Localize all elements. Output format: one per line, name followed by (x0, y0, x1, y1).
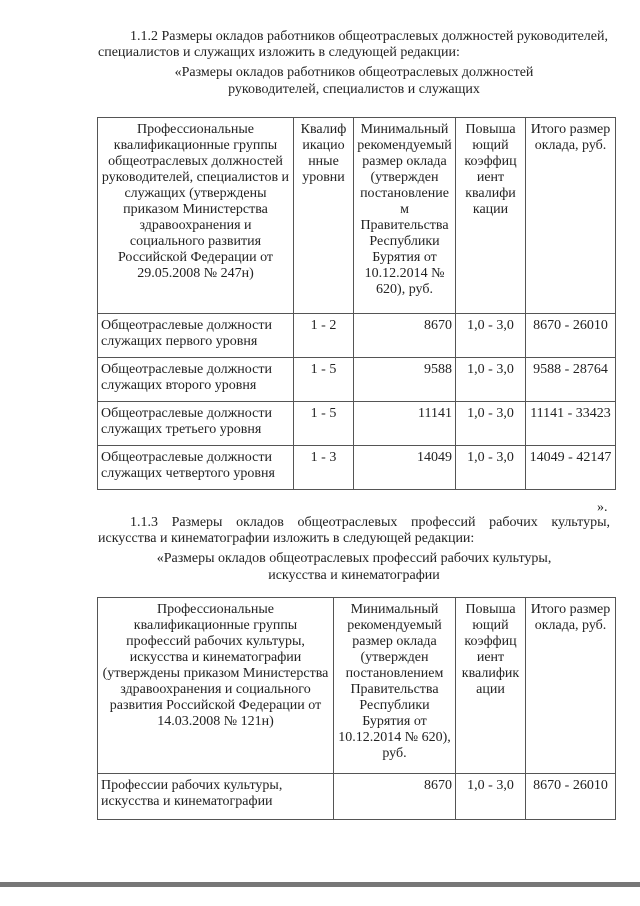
cell-group: Общеотраслевые должности служащих второго уровня (98, 358, 294, 402)
header-professional-groups: Профессиональные квалификационные группы профессий рабочих культуры, искусства и кинематографии (утверждены приказом Министерства здравоохранения и социального развития Российской Федерации от 14.03.2008 № 121н) (98, 598, 334, 774)
cell-levels: 1 - 2 (294, 314, 354, 358)
section-112-title-line1: «Размеры окладов работников общеотраслевых должностей (174, 65, 534, 80)
section-112-text: 1.1.2 Размеры окладов работников общеотраслевых должностей руководителей, специалистов и служащих изложить в следующей редакции: (98, 29, 609, 60)
cell-coefficient: 1,0 - 3,0 (456, 402, 526, 446)
cell-coefficient: 1,0 - 3,0 (456, 314, 526, 358)
scan-bottom-bar (0, 882, 640, 887)
header-total-salary: Итого размер оклада, руб. (526, 598, 616, 774)
section-113-text: 1.1.3 Размеры окладов общеотраслевых профессий рабочих культуры, искусства и кинематографии изложить в следующей редакции: (98, 515, 610, 546)
cell-group: Профессии рабочих культуры, искусства и кинематографии (98, 774, 334, 820)
cell-levels: 1 - 5 (294, 358, 354, 402)
cell-total: 8670 - 26010 (526, 314, 616, 358)
cell-min-salary: 9588 (354, 358, 456, 402)
cell-levels: 1 - 5 (294, 402, 354, 446)
table-row (98, 774, 616, 820)
cell-coefficient: 1,0 - 3,0 (456, 774, 526, 820)
header-coefficient: Повыша ющий коэффиц иент квалифи кации (456, 118, 526, 314)
section-112-title-line2: руководителей, специалистов и служащих (228, 82, 480, 97)
section-113-title-line1: «Размеры окладов общеотраслевых профессий рабочих культуры, (156, 551, 552, 566)
cell-min-salary: 11141 (354, 402, 456, 446)
table-header-row (98, 598, 616, 774)
cell-levels: 1 - 3 (294, 446, 354, 490)
cell-coefficient: 1,0 - 3,0 (456, 358, 526, 402)
cell-total: 14049 - 42147 (526, 446, 616, 490)
table-row (98, 446, 616, 490)
cell-total: 9588 - 28764 (526, 358, 616, 402)
table-header-row (98, 118, 616, 314)
header-qualification-levels: Квалиф икацио нные уровни (294, 118, 354, 314)
cell-group: Общеотраслевые должности служащих первого уровня (98, 314, 294, 358)
cell-min-salary: 8670 (334, 774, 456, 820)
cell-coefficient: 1,0 - 3,0 (456, 446, 526, 490)
table-row (98, 402, 616, 446)
table-row (98, 358, 616, 402)
header-total-salary: Итого размер оклада, руб. (526, 118, 616, 314)
cell-min-salary: 8670 (354, 314, 456, 358)
header-professional-groups: Профессиональные квалификационные группы общеотраслевых должностей руководителей, специалистов и служащих (утверждены приказом Министерства здравоохранения и социального развития Российской Федерации от 29.05.2008 № 247н) (98, 118, 294, 314)
cell-total: 11141 - 33423 (526, 402, 616, 446)
header-coefficient: Повыша ющий коэффиц иент квалифик ации (456, 598, 526, 774)
closing-quote: ». (597, 500, 608, 515)
cell-total: 8670 - 26010 (526, 774, 616, 820)
table-employee-salaries (97, 117, 616, 490)
table-workers-salaries (97, 597, 616, 820)
header-min-salary: Минимальный рекомендуемый размер оклада (утвержден постановление м Правительства Республики Бурятия от 10.12.2014 № 620), руб. (354, 118, 456, 314)
section-113-title-line2: искусства и кинематографии (268, 568, 440, 583)
header-min-salary: Минимальный рекомендуемый размер оклада (утвержден постановлением Правительства Республики Бурятия от 10.12.2014 № 620), руб. (334, 598, 456, 774)
cell-min-salary: 14049 (354, 446, 456, 490)
cell-group: Общеотраслевые должности служащих четвертого уровня (98, 446, 294, 490)
cell-group: Общеотраслевые должности служащих третьего уровня (98, 402, 294, 446)
table-row (98, 314, 616, 358)
